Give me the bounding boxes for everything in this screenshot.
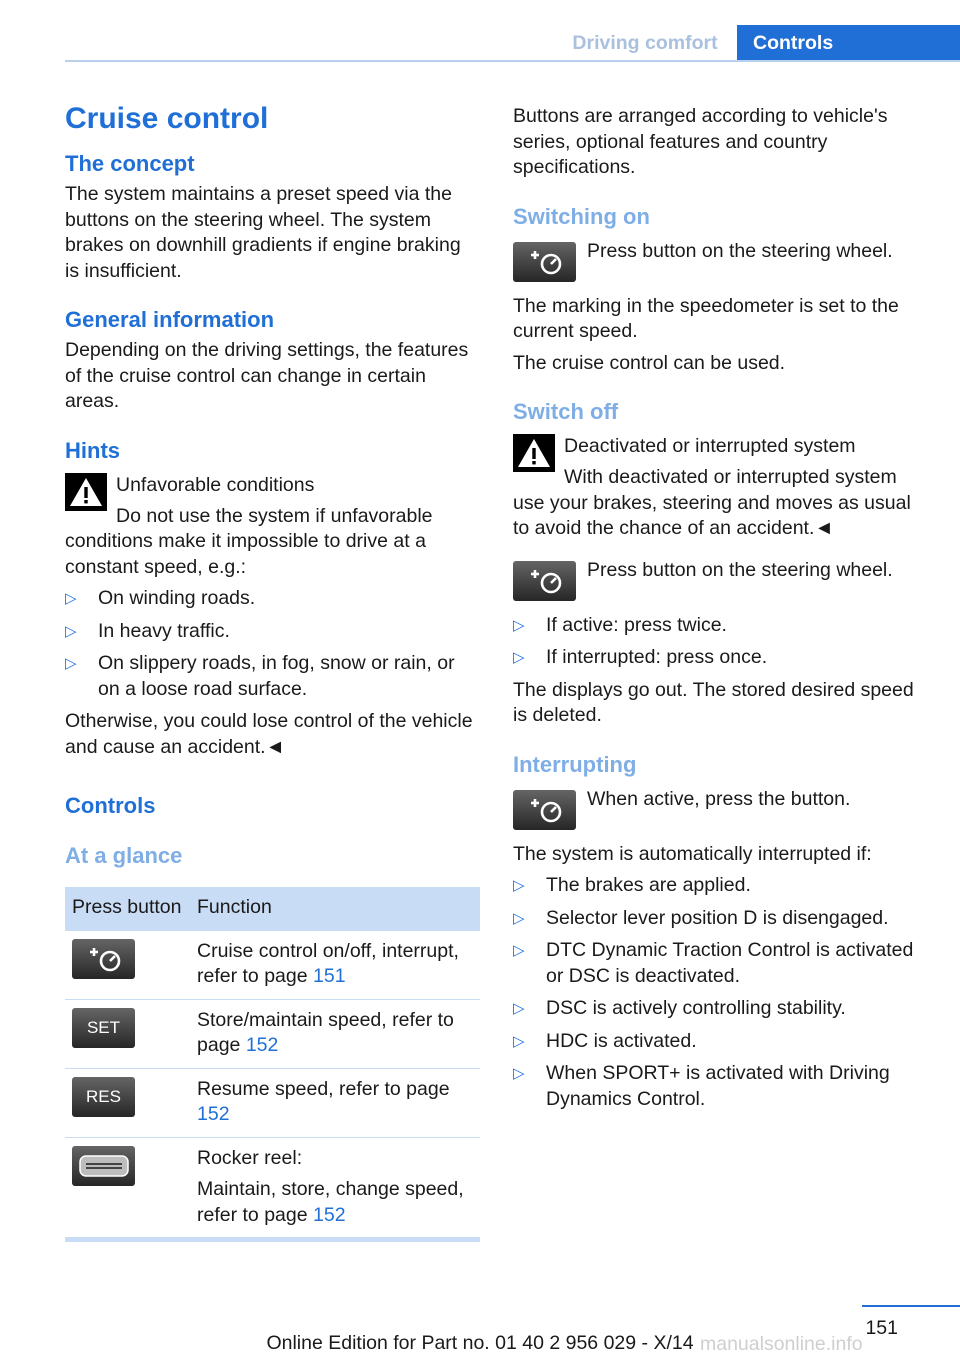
header-chapter-tab: Controls: [737, 25, 960, 62]
interrupting-press: When active, press the button.: [587, 787, 851, 810]
switch-off-heading: Switch off: [513, 399, 619, 424]
triangle-bullet-icon: ▷: [513, 1000, 525, 1017]
switching-on-heading: Switching on: [513, 203, 650, 229]
warning-icon: [513, 434, 555, 472]
edition-footer: Online Edition for Part no. 01 40 2 956 029 - X/14: [266, 1332, 694, 1354]
table-header-cell: Function: [190, 887, 480, 931]
table-row: Rocker reel: Maintain, store, change speed, refer to page 152: [65, 1137, 480, 1240]
triangle-bullet-icon: ▷: [513, 1065, 525, 1082]
cruise-control-button-icon: [72, 939, 135, 979]
table-row: SET Store/maintain speed, refer to page 152: [65, 999, 480, 1068]
header-rule: [65, 60, 960, 62]
general-text: Depending on the driving settings, the features of the cruise control can change in certain areas.: [65, 339, 469, 412]
warning-icon: [65, 473, 107, 511]
left-column: [65, 100, 480, 1242]
switching-on-press: Press button on the steering wheel.: [587, 239, 893, 262]
header-section-title: Driving comfort: [572, 32, 718, 54]
table-header-row: [65, 887, 480, 931]
interrupting-text: The system is automatically interrupted if:: [513, 842, 872, 865]
interrupting-list: [513, 873, 928, 1112]
table-row: Cruise control on/off, interrupt, refer to page 151: [65, 931, 480, 1000]
list-item: ▷ DSC is actively controlling stability.: [513, 996, 928, 1022]
list-item: ▷ On winding roads.: [65, 586, 480, 612]
controls-heading: Controls: [65, 793, 156, 818]
general-heading: General information: [65, 307, 275, 332]
warning-text: Do not use the system if unfavorable conditions make it impossible to drive at a constant speed, e.g.:: [65, 504, 433, 578]
set-button-icon: SET: [72, 1008, 135, 1048]
triangle-bullet-icon: ▷: [513, 649, 525, 666]
page-title: Cruise control: [65, 102, 269, 135]
page-link[interactable]: 151: [313, 965, 346, 987]
page-link[interactable]: 152: [197, 1103, 230, 1125]
page-link[interactable]: 152: [313, 1203, 346, 1226]
list-item: ▷ Selector lever position D is disengaged.: [513, 906, 928, 932]
triangle-bullet-icon: ▷: [65, 655, 77, 672]
list-item: ▷ In heavy traffic.: [65, 619, 480, 645]
table-header-cell: Press button: [65, 887, 190, 931]
triangle-bullet-icon: ▷: [513, 942, 525, 959]
list-item: ▷ When SPORT+ is activated with Driving Dynamics Control.: [513, 1062, 890, 1110]
switch-off-list: [513, 613, 928, 671]
switch-off-press: Press button on the steering wheel.: [587, 558, 893, 581]
switch-off-after: The displays go out. The stored desired speed is deleted.: [513, 678, 914, 726]
intro-text: Buttons are arranged according to vehicle's series, optional features and country specifications.: [513, 105, 888, 178]
warning-after: Otherwise, you could lose control of the vehicle and cause an accident.◄: [65, 710, 473, 758]
concept-text: The system maintains a preset speed via the buttons on the steering wheel. The system brakes on downhill gradients if engine braking is insufficient.: [65, 183, 461, 282]
list-item: ▷ The brakes are applied.: [513, 873, 928, 899]
rocker-reel-icon: [72, 1146, 135, 1186]
triangle-bullet-icon: ▷: [513, 616, 525, 634]
glance-heading: At a glance: [65, 843, 183, 868]
triangle-bullet-icon: ▷: [513, 877, 525, 894]
page-number: 151: [865, 1317, 898, 1339]
cruise-control-button-icon: [513, 561, 576, 601]
hints-heading: Hints: [65, 437, 120, 463]
page-link[interactable]: 152: [245, 1034, 279, 1056]
triangle-bullet-icon: ▷: [65, 590, 77, 607]
list-item: ▷ If active: press twice.: [513, 613, 928, 639]
warning-list: [65, 586, 480, 702]
table-row: RES Resume speed, refer to page 152: [65, 1068, 480, 1137]
concept-heading: The concept: [65, 151, 195, 176]
triangle-bullet-icon: ▷: [513, 909, 525, 927]
list-item: ▷ If interrupted: press once.: [513, 645, 928, 671]
interrupting-heading: Interrupting: [513, 751, 637, 777]
res-button-icon: RES: [72, 1077, 135, 1117]
warning-title: Unfavorable conditions: [116, 473, 315, 496]
warning-text: With deactivated or interrupted system use your brakes, steering and moves as usual to avoid the chance of an accident.◄: [513, 466, 911, 539]
switching-on-text2: The cruise control can be used.: [513, 351, 786, 374]
cruise-control-button-icon: [513, 790, 576, 830]
controls-table: [65, 887, 480, 1242]
triangle-bullet-icon: ▷: [65, 622, 77, 640]
triangle-bullet-icon: ▷: [513, 1032, 525, 1050]
list-item: ▷ DTC Dynamic Traction Control is activated or DSC is deactivated.: [513, 939, 914, 987]
list-item: ▷ On slippery roads, in fog, snow or rain, or on a loose road surface.: [65, 652, 455, 700]
switching-on-text: The marking in the speedometer is set to the current speed.: [513, 294, 899, 342]
page-number-rule: [862, 1305, 960, 1307]
warning-title: Deactivated or interrupted system: [564, 435, 856, 457]
list-item: ▷ HDC is activated.: [513, 1029, 928, 1055]
right-column: [513, 104, 928, 1119]
cruise-control-button-icon: [513, 242, 576, 282]
watermark: manualsonline.info: [700, 1333, 863, 1355]
